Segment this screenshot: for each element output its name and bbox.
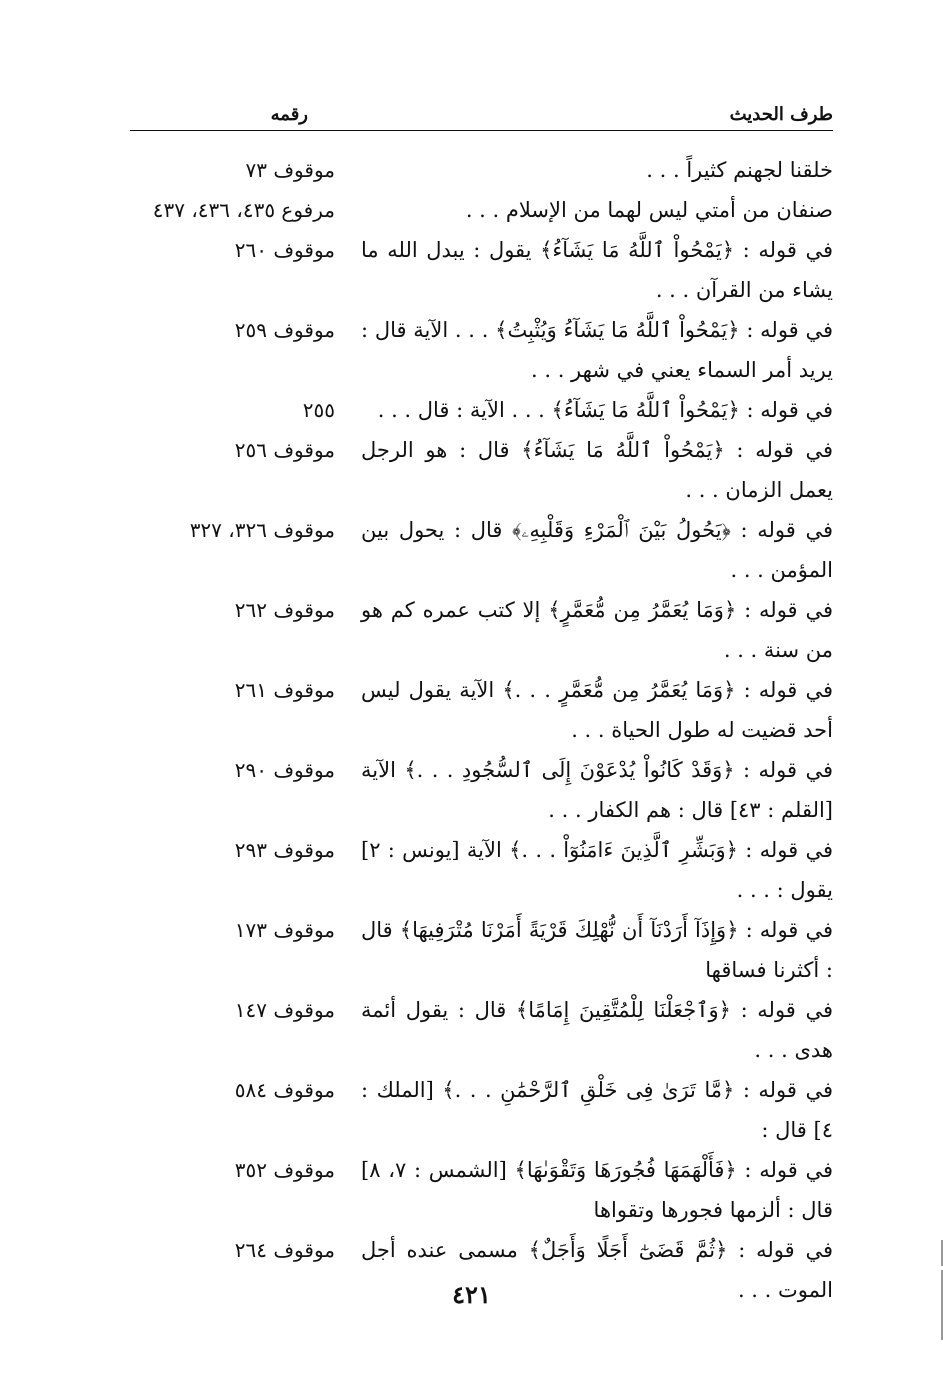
hadith-number: موقوف ٢٩٣ [234, 838, 335, 862]
list-item [130, 390, 833, 430]
list-item [130, 310, 833, 390]
list-item [130, 590, 833, 670]
list-item [130, 1150, 833, 1230]
hadith-number: موقوف ٢٦٤ [234, 1238, 335, 1262]
hadith-text: في قوله : ﴿وَبَشِّرِ ٱلَّذِينَ ءَامَنُوٓاْ . . .﴾ الآية [يونس : ٢] يقول : . . . [361, 838, 833, 902]
table-header [130, 104, 833, 128]
hadith-number: موقوف ٢٦١ [234, 678, 335, 702]
hadith-number: موقوف ٧٣ [245, 158, 335, 182]
hadith-number: موقوف ١٧٣ [234, 918, 335, 942]
hadith-text: خلقنا لجهنم كثيراً . . . [646, 158, 833, 182]
hadith-text: في قوله : ﴿وَقَدْ كَانُواْ يُدْعَوْنَ إِلَى ٱلسُّجُودِ . . .﴾ الآية [القلم : ٤٣] قال : هم الكفار . . . [361, 758, 833, 822]
list-item [130, 990, 833, 1070]
hadith-text: في قوله : ﴿يَمْحُواْ ٱللَّهُ مَا يَشَآءُ﴾ . . . الآية : قال . . . [377, 398, 833, 422]
hadith-number: موقوف ٢٦٢ [234, 598, 335, 622]
hadith-text: في قوله : ﴿يَمْحُواْ ٱللَّهُ مَا يَشَآءُ﴾ يقول : يبدل الله ما يشاء من القرآن . . . [361, 238, 833, 302]
header-hadith-label: طرف الحديث [729, 104, 833, 125]
hadith-number: موقوف ٣٢٦، ٣٢٧ [189, 518, 335, 542]
hadith-number: موقوف ٢٦٠ [234, 238, 335, 262]
hadith-text: صنفان من أمتي ليس لهما من الإسلام . . . [465, 198, 833, 222]
list-item [130, 430, 833, 510]
hadith-text: في قوله : ﴿يَحُولُ بَيْنَ ٱلْمَرْءِ وَقَلْبِهِۦ﴾ قال : يحول بين المؤمن . . . [361, 518, 833, 582]
list-item [130, 230, 833, 310]
hadith-number: موقوف ١٤٧ [234, 998, 335, 1022]
hadith-number: موقوف ٣٥٢ [234, 1158, 335, 1182]
hadith-text: في قوله : ﴿مَّا تَرَىٰ فِى خَلْقِ ٱلرَّحْمَٰنِ . . .﴾ [الملك : ٤] قال : [361, 1078, 833, 1142]
hadith-number: موقوف ٢٥٦ [234, 438, 335, 462]
hadith-number: مرفوع ٤٣٥، ٤٣٦، ٤٣٧ [152, 198, 335, 222]
list-item [130, 830, 833, 910]
list-item [130, 510, 833, 590]
hadith-text: في قوله : ﴿يَمْحُواْ ٱللَّهُ مَا يَشَآءُ﴾ قال : هو الرجل يعمل الزمان . . . [361, 438, 833, 502]
hadith-text: في قوله : ﴿وَٱجْعَلْنَا لِلْمُتَّقِينَ إِمَامًا﴾ قال : يقول أئمة هدى . . . [361, 998, 833, 1062]
hadith-text: في قوله : ﴿وَإِذَآ أَرَدْنَآ أَن نُّهْلِكَ قَرْيَةً أَمَرْنَا مُتْرَفِيهَا﴾ قال : أكثرنا فساقها [361, 918, 833, 982]
list-item [130, 750, 833, 830]
list-item [130, 1070, 833, 1150]
list-item [130, 190, 833, 230]
list-item [130, 910, 833, 990]
header-rule [130, 130, 833, 131]
page-number: ٤٢١ [452, 1280, 491, 1309]
hadith-text: في قوله : ﴿ثُمَّ قَضَىٰٓ أَجَلًا وَأَجَلٌ﴾ مسمى عنده أجل الموت . . . [361, 1238, 833, 1302]
header-number-label: رقمه [270, 104, 308, 125]
hadith-text: في قوله : ﴿فَأَلْهَمَهَا فُجُورَهَا وَتَقْوَىٰهَا﴾ [الشمس : ٧، ٨] قال : ألزمها فجورها وتقواها [361, 1158, 833, 1222]
hadith-index-list [130, 150, 833, 1310]
hadith-text: في قوله : ﴿وَمَا يُعَمَّرُ مِن مُّعَمَّرٍ . . .﴾ الآية يقول ليس أحد قضيت له طول الحياة . . . [361, 678, 833, 742]
list-item [130, 670, 833, 750]
hadith-number: موقوف ٢٥٩ [234, 318, 335, 342]
hadith-text: في قوله : ﴿يَمْحُواْ ٱللَّهُ مَا يَشَآءُ وَيُثْبِتُ﴾ . . . الآية قال : يريد أمر السماء يعني في شهر . . . [361, 318, 833, 382]
hadith-number: ٢٥٥ [302, 398, 335, 422]
hadith-text: في قوله : ﴿وَمَا يُعَمَّرُ مِن مُّعَمَّرٍ﴾ إلا كتب عمره كم هو من سنة . . . [361, 598, 833, 662]
list-item [130, 150, 833, 190]
hadith-number: موقوف ٢٩٠ [234, 758, 335, 782]
hadith-number: موقوف ٥٨٤ [234, 1078, 335, 1102]
